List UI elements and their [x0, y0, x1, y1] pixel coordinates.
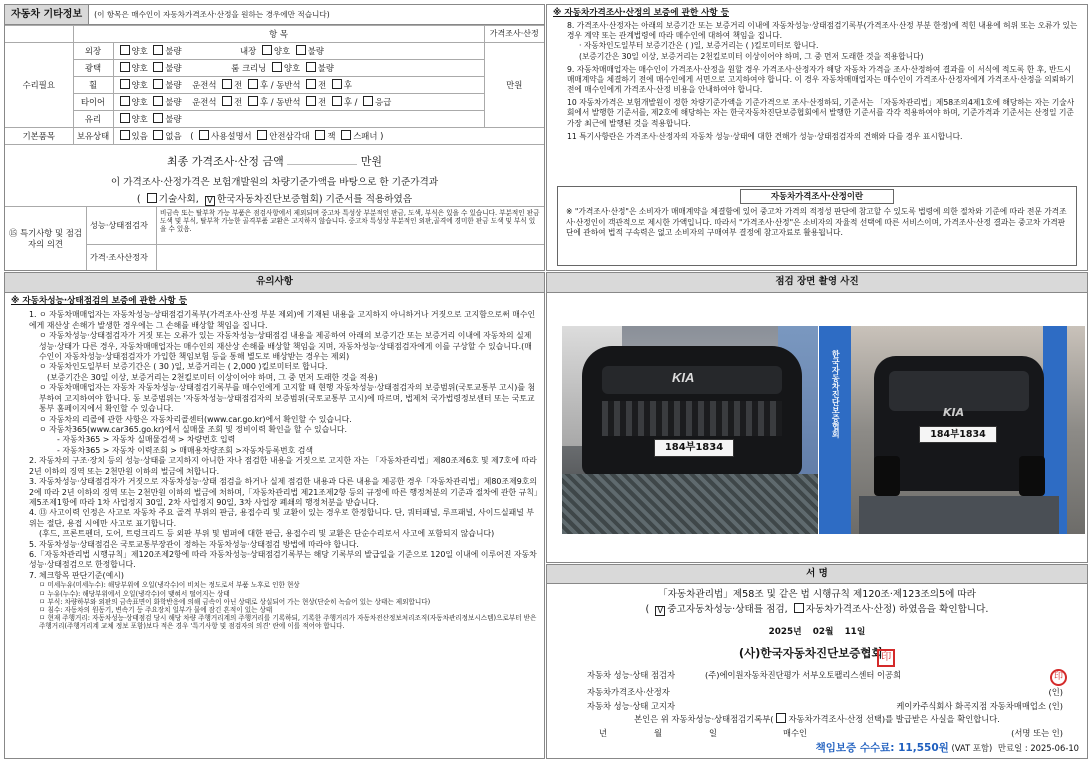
bad-label: 불량: [317, 63, 334, 74]
note-item: ㅇ 자동차매매업자는 자동차 자동차성능·상태점검기록부를 매수인에게 고지할 때 현행 자동차성능·상태점검자의 보증범위(국토교통부 고시)를 첨부하여 고지하여야 합니다. 동 보증범위는 '자동차성능·상태점검자의 보증범위(국토교통부 고시)에 따르며, 법제처 국가법령정보센터 또는 국토교통부 홈페이지에서 확인할 수 있습니다.: [39, 383, 536, 414]
exterior-label: 외장: [73, 43, 113, 60]
holding-label: 보유상태: [73, 128, 113, 145]
engineer-society-checkbox[interactable]: [147, 193, 157, 203]
other-info-title: 자동차 기타정보: [5, 5, 89, 24]
month-value: 02: [812, 626, 825, 637]
expiry-date: 만료일 : 2025-06-10: [997, 743, 1079, 754]
price-basis-row: ( 기술사회, V 한국자동차진단보증협회) 기준서를 적용하였음: [136, 193, 413, 205]
opinion-section: [5, 206, 544, 270]
day-label: 일: [856, 626, 866, 637]
price-check-label: 자동차가격조사·산정) 하였음을 확인합니다.: [805, 604, 989, 616]
good-label: 양호: [131, 114, 148, 125]
note-item: 6.「자동차관리법 시행규칙」제120조제2항에 따라 자동차성능·상태점검기록부는 해당 기록부의 발급일을 기준으로 120일 이내에 이루어진 자동차 성능·상태점검으로 한정합니다.: [29, 550, 537, 570]
other-info-note: (이 항목은 매수인이 자동차가격조사·산정을 원하는 경우에만 적습니다): [94, 9, 330, 19]
rear-label: 후: [259, 80, 269, 91]
room-cleaning-label: 룸 크리닝: [231, 63, 267, 74]
guarantee-item: 9. 자동차매매업자는 매수인이 가격조사·산정을 원할 경우 가격조사·산정자가 해당 자동차 가격을 조사·산정하여 결과를 이 서식에 적도록 한 후, 반드시 매매계약을 체결하기 전에 매수인에게 서면으로 고지하여야 합니다. 이 경우 자동차매매업자는 매수인이 가격조사·산정자에게 가격조사·산정을 의뢰하기 전에 매수인에게 가격조사·산정 비용을 안내하여야 합니다.: [567, 64, 1074, 95]
inspector-seal: 印: [1050, 669, 1067, 686]
note-item: - 자동차365 > 자동차 이력조회 > 매매용차량조회 >자동차등록번호 검색: [57, 445, 313, 455]
passenger-seat-label: 동반석: [276, 97, 301, 108]
final-price-unit: 만원: [360, 155, 382, 168]
price-checker-sign-label: 자동차가격조사·산정자: [587, 687, 670, 697]
tire-row: 양호 불량 운전석 전 후 / 동반석 전 후 / 응급: [113, 94, 484, 111]
note-subitem: ㅁ 부식: 차량하부와 외판의 금속표면이 화학반응에 의해 금속이 아닌 상태로 상실되어 가는 현상(단순히 녹슬어 있는 상태는 제외합니다): [39, 597, 431, 606]
good-label: 양호: [131, 80, 148, 91]
interior-bad-checkbox[interactable]: [296, 45, 306, 55]
room-good-checkbox[interactable]: [272, 62, 282, 72]
basic-items-row: 있음 없음 ( 사용설명서 안전삼각대 잭 스패너 ): [113, 128, 544, 145]
notifier-value: 케이카주식회사 화곡지점 자동차매매업소 (인): [896, 700, 1063, 711]
org-name: (사)한국자동차진단보증협회: [738, 646, 883, 660]
basic-items-label: 기본품목: [5, 128, 73, 145]
col-item-header: 항 목: [73, 26, 484, 43]
signers-list: [557, 669, 1077, 741]
tire-driver-front-checkbox[interactable]: [222, 96, 232, 106]
guarantee-item: 11 특기사항란은 가격조사·산정자의 자동차 성능·상태에 대한 견해가 성능·상태점검자의 견해와 다를 경우 표시합니다.: [567, 131, 963, 141]
engineer-society-label: 기술사회,: [158, 193, 199, 205]
inspector-value: (주)에이원자동차진단평가 서부오토팰리스센터 이공희: [705, 670, 902, 680]
day-value: 11: [844, 626, 857, 637]
note-item: ㅇ 자동차성능·상태점검자가 거짓 또는 오류가 있는 자동차성능·상태점검 내용을 제공하여 아래의 보증기간 또는 보증거리 이내에 자동차의 실제 성능·상태가 다른 경우, 자동차매매업자는 매수인의 재산상 손해를 배상할 책임을 지며, 자동차성능·상태점검자에게 이를 구상할 수 있습니다.(매수인이 자동차성능·상태점검자가 가입한 책임보험 등을 통해 별도로 배상받는 경우는 제외): [39, 331, 532, 362]
receipt-text-b: 자동차가격조사·산정 선택)를 발급받은 사실을 확인합니다.: [788, 714, 1000, 725]
signature-panel: [546, 564, 1088, 759]
opinion-label: ⑮ 특기사항 및 점검자의 의견: [5, 207, 87, 270]
room-bad-checkbox[interactable]: [306, 62, 316, 72]
perf-checker-label: 성능·상태점검자: [87, 207, 157, 244]
gloss-label: 광택: [73, 60, 113, 77]
other-info-table: [5, 25, 544, 145]
kia-badge-rear: KIA: [943, 406, 965, 419]
exterior-bad-checkbox[interactable]: [153, 45, 163, 55]
license-plate-rear: 184부1834: [919, 426, 997, 443]
triangle-checkbox[interactable]: [257, 130, 267, 140]
price-definition-box: [557, 186, 1077, 266]
note-subitem: ㅁ 침수: 자동차의 원동기, 변속기 등 주요장치 일부가 물에 잠긴 흔적이 있는 상태: [39, 606, 273, 615]
final-price-row: [5, 153, 544, 169]
spare-label: 응급: [375, 97, 392, 108]
bad-label: 불량: [165, 114, 182, 125]
inspection-photo-rear: [819, 326, 1085, 534]
receipt-price-checkbox[interactable]: [776, 713, 786, 723]
note-item: - 자동차365 > 자동차 실매물검색 > 차량번호 입력: [57, 435, 236, 445]
tire-label: 타이어: [73, 94, 113, 111]
wheel-driver-rear-checkbox[interactable]: [248, 79, 258, 89]
driver-seat-label: 운전석: [192, 80, 217, 91]
wheel-pass-rear-checkbox[interactable]: [332, 79, 342, 89]
price-basis-text: 이 가격조사·산정가격은 보험개발원의 차량기준가액을 바탕으로 한 기준가격과: [110, 177, 439, 189]
perf-checker-opinion: 비금속 또는 탈부착 가능 부품은 점검사항에서 제외되며 중고차 특성상 부분적인 판금, 도색, 부식은 있을 수 있습니다. 부분적인 판금 도색 및 부식, 탈부착 가능한 골격부품 교환은 고지하지 않습니다. 중고차 특성상 부분적인 외판,골격에 경미한 판금 도색 및 부식 있을 수 있음.: [160, 209, 540, 234]
org-name-row: [547, 646, 1087, 667]
exterior-row: [113, 43, 484, 60]
kadva-checkbox[interactable]: V: [205, 196, 215, 206]
notes-title: ※ 자동차성능·상태점검의 보증에 관한 사항 등: [11, 296, 188, 306]
notes-header: 유의사항: [5, 273, 544, 293]
buyer-month-label: 월: [653, 728, 662, 739]
good-label: 양호: [131, 46, 148, 57]
fee-note: (VAT 포함): [951, 743, 993, 754]
tire-bad-checkbox[interactable]: [153, 96, 163, 106]
guarantee-item: (보증기간은 30일 이상, 보증거리는 2천킬로미터 이상이어야 하며, 그 중 먼저 도래한 것을 적용합니다): [579, 51, 924, 61]
buyer-sign-value: (서명 또는 인): [1011, 728, 1063, 739]
have-label: 있음: [131, 131, 148, 142]
price-guarantee-title: ※ 자동차가격조사·산정의 보증에 관한 사항 등: [553, 8, 730, 18]
price-guarantee-panel: [546, 4, 1088, 271]
guarantee-item: 8. 가격조사·산정자는 아래의 보증기간 또는 보증거리 이내에 자동차성능·상태점검기록부(가격조사·산정 부분 한정)에 적힌 내용에 허위 또는 오류가 있는 경우 계약 또는 관계법령에 따라 매수인에 대하여 책임을 집니다.: [567, 21, 1078, 41]
kia-badge: KIA: [672, 370, 695, 385]
receipt-confirm: [557, 713, 1077, 727]
col-price-header: 가격조사·산정: [484, 26, 544, 43]
note-subitem: ㅁ 누유(누수): 해당부위에서 오일(냉각수)이 맺혀서 떨어지는 상태: [39, 589, 230, 598]
price-unit: 만원: [484, 43, 544, 128]
driver-seat-label: 운전석: [192, 97, 217, 108]
notifier-label: 자동차 성능·상태 고지자: [587, 700, 676, 711]
lift-column-text: 한국자동차진단보증협회: [831, 350, 841, 438]
passenger-seat-label: 동반석: [276, 80, 301, 91]
vehicle-other-info-panel: [4, 4, 545, 271]
good-label: 양호: [131, 63, 148, 74]
jack-label: 잭: [327, 131, 336, 142]
glass-label: 유리: [73, 111, 113, 128]
gloss-good-checkbox[interactable]: [120, 62, 130, 72]
year-value: 2025: [768, 626, 794, 637]
law-line-2: ( V 중고자동차성능·상태를 점검, 자동차가격조사·산정) 하였음을 확인합니다.: [645, 604, 989, 616]
rear-label: 후: [343, 97, 352, 108]
good-label: 양호: [283, 63, 301, 74]
glass-bad-checkbox[interactable]: [153, 113, 163, 123]
tire-pass-front-checkbox[interactable]: [306, 96, 316, 106]
manual-label: 사용설명서: [211, 131, 252, 142]
wheel-good-checkbox[interactable]: [120, 79, 130, 89]
price-guarantee-items: [553, 21, 1081, 142]
note-subitem: ㅁ 미세누유(미세누수): 해당부위에 오일(냉각수)이 비치는 정도로서 부품 노후로 인한 현상: [39, 581, 300, 590]
price-definition-text: ※ "가격조사·산정"은 소비자가 매매계약을 체결함에 있어 중고차 가격의 적정성 판단에 참고할 수 있도록 법령에 의한 절차와 기준에 따라 전문 가격조사·산정인이 객관적으로 제시한 가액입니다. 따라서 "가격조사·산정"은 소비자의 자율적 선택에 따른 서비스이며, 가격조사·산정 결과는 중고차 가격판단에 관하여 법적 구속력은 없고 소비자의 구매여부 결정에 참고자료로 활용됩니다.: [566, 206, 1067, 238]
gloss-bad-checkbox[interactable]: [153, 62, 163, 72]
note-item: (후드, 프론트펜더, 도어, 트렁크리드 등 외판 부위 및 범퍼에 대한 판금, 용접수리 및 교환은 단순수리로서 사고에 포함되지 않습니다): [39, 529, 495, 539]
bad-label: 불량: [165, 80, 182, 91]
exterior-good-checkbox[interactable]: [120, 45, 130, 55]
tire-spare-checkbox[interactable]: [363, 96, 373, 106]
triangle-label: 안전삼각대: [269, 131, 310, 142]
interior-label: 내장: [240, 46, 257, 57]
wheel-row: 양호 불량 운전석 전 후 / 동반석 전 후: [113, 77, 484, 94]
note-item: 5. 자동차성능·상태점검은 국토교통부장관이 정하는 자동차성능·상태점검 방법에 따라야 합니다.: [29, 539, 359, 549]
front-label: 전: [234, 80, 243, 91]
price-check-checkbox[interactable]: [794, 603, 804, 613]
have-checkbox[interactable]: [120, 130, 130, 140]
guarantee-item: 10 자동차가격은 보험개발원이 정한 차량기준가액을 기준가격으로 조사·산정하되, 기준서는 「자동차관리법」제58조의4제1호에 해당하는 자는 기술사회에서 발행한 기준서를, 제2호에 해당하는 자는 한국자동차진단보증협회에서 발행한 기준서를 각각 적용하여야 하며, 기준가격과 기준서는 산정일 기준 가장 최근에 발행된 것을 적용합니다.: [567, 98, 1075, 128]
signature-header: 서 명: [547, 565, 1087, 584]
receipt-text-a: 본인은 위 자동차성능·상태점검기록부(: [634, 714, 774, 725]
gloss-row: [113, 60, 484, 77]
org-seal: 印: [877, 649, 895, 667]
fee-row: [816, 742, 1079, 756]
manual-checkbox[interactable]: [199, 130, 209, 140]
year-label: 년: [793, 626, 802, 637]
bad-label: 불량: [307, 46, 324, 57]
price-checker-label: 가격·조사산정자: [87, 245, 157, 270]
note-item: 4. ⑬ 사고이력 인정은 사고로 자동차 주요 골격 부위의 판금, 용접수리 및 교환이 있는 경우로 한정합니다. 단, 쿼터패널, 루프패널, 사이드실패널 부위는 절단, 용접 시에만 사고로 표기합니다.: [29, 508, 534, 528]
inspection-photo-front: [562, 326, 818, 534]
photo-header: 점검 장면 촬영 사진: [547, 273, 1087, 293]
photo-panel: [546, 272, 1088, 563]
jack-checkbox[interactable]: [315, 130, 325, 140]
wheel-pass-front-checkbox[interactable]: [306, 79, 316, 89]
repair-needed-label: 수리필요: [5, 43, 73, 128]
final-price-input[interactable]: [287, 153, 357, 165]
wheel-label: 휠: [73, 77, 113, 94]
note-subitem: ㅁ 현재 주행거리: 자동차성능·상태점검 당시 해당 차량 주행거리계의 주행거리를 기록하되, 기록한 주행거리가 자동차전산정보처리조직(자동차관리정보시스템)으로부터 받은 주행거리(주행거리계 교체 정보 포함)보다 적은 경우 '특기사항 및 점검자의 의견' 란에 이를 적어야 합니다.: [39, 614, 537, 631]
price-checker-sign-value: (인): [1048, 687, 1063, 697]
note-item: (보증기간은 30일 이상, 보증거리는 2천킬로미터 이상이어야 하며, 그 중 먼저 도래한 것을 적용): [47, 372, 378, 382]
final-price-label: 최종 가격조사·산정 금액: [166, 155, 284, 168]
spanner-label: 스패너: [353, 131, 378, 142]
wheel-bad-checkbox[interactable]: [153, 79, 163, 89]
note-item: 7. 체크항목 판단기준(예시): [29, 570, 124, 580]
front-label: 전: [234, 97, 243, 108]
used-car-check-label: 중고자동차성능·상태를 점검,: [667, 604, 788, 616]
price-definition-title: 자동차가격조사·산정이란: [740, 189, 894, 204]
buyer-year-label: 년: [598, 728, 607, 739]
price-checker-opinion[interactable]: [157, 245, 544, 270]
note-item: ㅇ 자동차365(www.car365.go.kr)에서 실매물 조회 및 정비이력 확인을 할 수 있습니다.: [39, 424, 348, 434]
law-line-1: 「자동차관리법」제58조 및 같은 법 시행규칙 제120조·제123조의5에 따라: [658, 589, 976, 600]
note-item: ㅇ 자동차인도일부터 보증기간은 ( 30 )일, 보증거리는 ( 2,000 )킬로미터로 합니다.: [39, 362, 328, 372]
interior-good-checkbox[interactable]: [262, 45, 272, 55]
license-plate-front: 184부1834: [654, 439, 734, 457]
none-label: 없음: [165, 131, 182, 142]
note-item: 1. ㅇ 자동차매매업자는 자동차성능·상태점검기록부(가격조사·산정 부분 제외)에 기재된 내용을 고지하지 아니하거나 거짓으로 고지함으로써 매수인에게 재산상 손해가 발생한 경우에는 그 손해를 배상할 책임을 집니다.: [29, 310, 536, 330]
good-label: 양호: [131, 97, 148, 108]
buyer-label: 매수인: [782, 728, 807, 739]
tire-good-checkbox[interactable]: [120, 96, 130, 106]
none-checkbox[interactable]: [153, 130, 163, 140]
notes-list: [11, 310, 538, 630]
note-item: 3. 자동차성능·상태점검자가 거짓으로 자동차성능·상태 점검을 하거나 실제 점검한 내용과 다른 내용을 제공한 경우「자동차관리법」제80조제9호의2에 따라 2년 이하의 징역 또는 2천만원 이하의 벌금에 처하며,「자동차관리법 제21조제2항 등의 규정에 따른 행정처분의 기준과 절차에 관한 규칙」제5조제1항에 따라 1차 사업정지 30일, 2차 사업정지 90일, 3차 사업장 폐쇄의 행정처분을 받습니다.: [29, 477, 538, 507]
bad-label: 불량: [165, 63, 182, 74]
sign-date: [547, 627, 1087, 638]
front-label: 전: [318, 80, 327, 91]
guarantee-item: · 자동차인도일부터 보증기간은 ( )일, 보증거리는 ( )킬로미터로 합니다.: [579, 41, 819, 51]
tire-pass-rear-checkbox[interactable]: [332, 96, 342, 106]
used-car-check-checkbox[interactable]: V: [655, 606, 665, 616]
glass-good-checkbox[interactable]: [120, 113, 130, 123]
buyer-row: [557, 727, 1077, 741]
rear-label: 후: [343, 80, 352, 91]
tire-driver-rear-checkbox[interactable]: [248, 96, 258, 106]
rear-label: 후: [259, 97, 269, 108]
note-item: 2. 자동차의 구조·장치 등의 성능·상태를 고지하지 아니한 자나 점검한 내용을 거짓으로 고지한 자는 「자동차관리법」제80조제6호 및 제7호에 따라 2년 이하의 징역 또는 2천만원 이하의 벌금에 처합니다.: [29, 456, 537, 476]
note-item: ㅇ 자동차의 리콜에 관한 사항은 자동차리콜센터(www.car.go.kr)에서 확인할 수 있습니다.: [39, 414, 352, 424]
bad-label: 불량: [165, 97, 182, 108]
front-label: 전: [318, 97, 327, 108]
glass-row: [113, 111, 484, 128]
bad-label: 불량: [165, 46, 182, 57]
notes-panel: [4, 272, 545, 759]
kadva-label: 한국자동차진단보증협회) 기준서를 적용하였음: [216, 193, 413, 205]
lift-column: [819, 326, 851, 534]
good-label: 양호: [273, 46, 291, 57]
month-label: 월: [824, 626, 834, 637]
fee-amount: 책임보증 수수료: 11,550원: [815, 742, 949, 755]
wheel-driver-front-checkbox[interactable]: [222, 79, 232, 89]
inspector-label: 자동차 성능·상태 점검자: [587, 670, 676, 680]
spanner-checkbox[interactable]: [341, 130, 351, 140]
buyer-day-label: 일: [708, 728, 717, 739]
